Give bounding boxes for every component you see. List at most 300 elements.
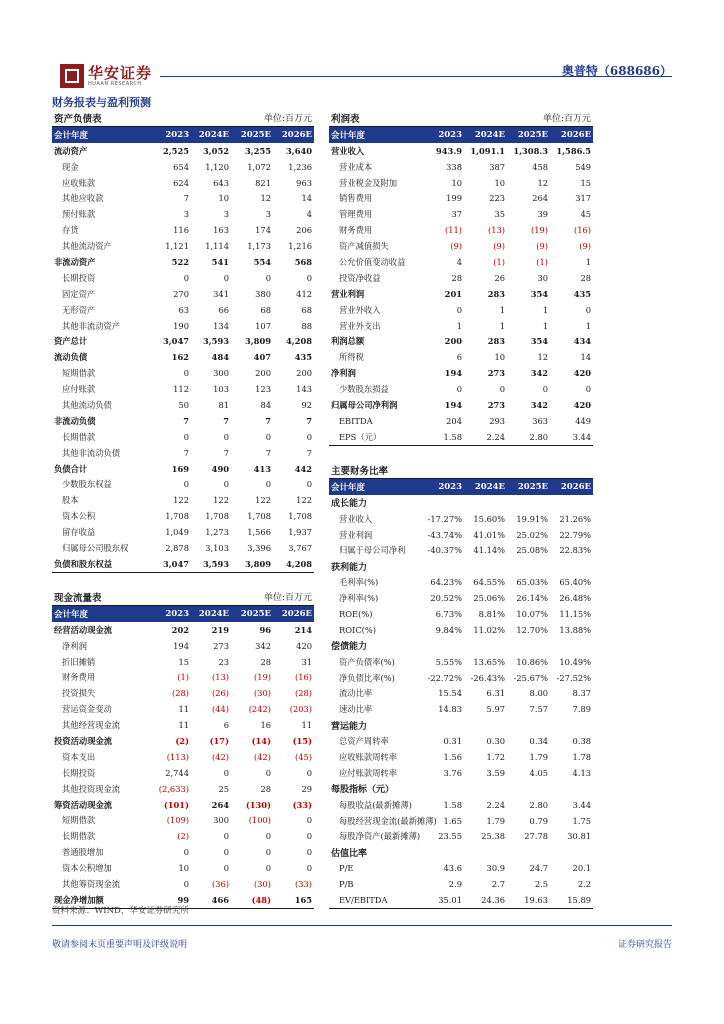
table-row xyxy=(52,333,314,349)
year-header-cell: 2024E xyxy=(191,126,231,142)
row-label: 短期借款 xyxy=(62,815,96,826)
row-value: 25.38 xyxy=(481,831,506,842)
row-value: 45 xyxy=(580,209,592,220)
row-value: 270 xyxy=(173,288,189,299)
row-label: 资本公积增加 xyxy=(62,863,112,874)
row-value: 0 xyxy=(306,863,313,874)
row-label: 公允价值变动收益 xyxy=(339,256,406,267)
table-title: 主要财务比率 xyxy=(329,462,507,478)
row-label: 股本 xyxy=(62,495,79,506)
row-value: 66 xyxy=(218,304,229,315)
row-value: 88 xyxy=(301,320,313,331)
table-unit: 单位:百万元 xyxy=(507,110,593,126)
row-value: 10 xyxy=(451,177,462,188)
row-value: 363 xyxy=(532,415,549,426)
row-value: 25.08% xyxy=(516,545,549,556)
row-value xyxy=(464,781,507,797)
row-label: 归属母公司股东权 xyxy=(62,542,129,553)
row-value: 0 xyxy=(265,479,271,490)
row-value: (113) xyxy=(166,751,189,762)
table-row xyxy=(52,492,314,508)
row-value: 7 xyxy=(183,415,189,426)
row-value: (30) xyxy=(253,878,271,889)
table-title: 利润表 xyxy=(329,110,507,126)
table-row xyxy=(329,654,593,670)
row-value: 2.9 xyxy=(448,879,462,890)
year-header-label: 会计年度 xyxy=(52,605,152,621)
row-value: 143 xyxy=(296,384,313,395)
table-row xyxy=(329,749,593,765)
table-title-row xyxy=(329,462,593,478)
row-value: 84 xyxy=(260,399,271,410)
table-row xyxy=(52,238,314,254)
row-label: EBITDA xyxy=(339,415,373,426)
table-row xyxy=(329,286,593,302)
row-value: 30.9 xyxy=(486,863,506,874)
row-label: 其他应收款 xyxy=(62,193,104,204)
row-value: 30 xyxy=(537,272,549,283)
row-label: 所得税 xyxy=(339,352,364,363)
row-value: 338 xyxy=(446,161,462,172)
row-value: (9) xyxy=(579,241,592,252)
year-header-label: 会计年度 xyxy=(329,478,421,494)
table-row xyxy=(329,222,593,238)
row-label: 现金 xyxy=(62,161,79,172)
row-value: 122 xyxy=(296,495,313,506)
table-row xyxy=(329,318,593,334)
row-label: 资本公积 xyxy=(62,511,96,522)
row-value: 490 xyxy=(211,463,229,474)
row-value: 1.65 xyxy=(443,815,462,826)
row-value: 1,091.1 xyxy=(470,145,506,156)
row-value: (13) xyxy=(211,672,229,683)
row-value: 1,114 xyxy=(205,241,229,252)
row-value: 317 xyxy=(575,193,592,204)
row-label: 其他非流动负债 xyxy=(62,447,121,458)
row-value: 25 xyxy=(218,783,229,794)
row-value: 123 xyxy=(255,384,271,395)
row-value: 11 xyxy=(301,720,313,731)
row-value: (130) xyxy=(245,799,271,810)
year-header-cell: 2026E xyxy=(550,126,593,142)
row-value: 2,744 xyxy=(165,767,189,778)
row-value xyxy=(507,781,550,797)
table-row xyxy=(329,670,593,686)
cash-flow-table xyxy=(52,589,314,909)
row-label: 负债和股东权益 xyxy=(52,556,152,572)
row-value: 342 xyxy=(530,368,549,379)
row-value: 0 xyxy=(306,847,313,858)
row-value: 264 xyxy=(532,193,549,204)
row-value: 190 xyxy=(173,320,189,331)
table-row xyxy=(329,701,593,717)
table-row xyxy=(329,542,593,558)
row-label: 归属于母公司净利 xyxy=(339,545,406,556)
row-value: 341 xyxy=(213,288,229,299)
table-row xyxy=(329,606,593,622)
table-row xyxy=(52,365,314,381)
row-value: 3.59 xyxy=(486,767,506,778)
row-value: 1,273 xyxy=(205,527,229,538)
row-label: 估值比率 xyxy=(331,848,368,859)
row-value: 264 xyxy=(211,799,229,810)
row-value: 0 xyxy=(223,847,229,858)
row-value: 458 xyxy=(532,161,549,172)
row-value: 0 xyxy=(585,304,592,315)
table-row xyxy=(52,701,314,717)
row-value: 81 xyxy=(218,399,229,410)
row-value: (2,633) xyxy=(158,783,189,794)
row-value xyxy=(550,638,593,654)
year-header-row xyxy=(52,126,314,142)
row-value: 568 xyxy=(294,256,313,267)
row-label: 其他流动资产 xyxy=(62,241,112,252)
table-row xyxy=(52,397,314,413)
row-label: 普通股增加 xyxy=(62,847,104,858)
row-value: 200 xyxy=(296,368,313,379)
row-label: 应付账款 xyxy=(62,384,96,395)
row-value: (9) xyxy=(450,241,462,252)
row-label: 每股净资产(最新摊薄) xyxy=(339,831,421,842)
row-value: -26.43% xyxy=(470,672,506,683)
row-value: 300 xyxy=(213,368,229,379)
row-value: 22.79% xyxy=(559,529,592,540)
row-value: 1 xyxy=(542,320,549,331)
table-row xyxy=(329,781,593,797)
row-value: 19.91% xyxy=(516,513,549,524)
row-value: -27.52% xyxy=(556,672,592,683)
row-value: 14 xyxy=(580,352,592,363)
row-value: 65.40% xyxy=(559,577,592,588)
row-value: 15.54 xyxy=(438,688,462,699)
row-value: 15.60% xyxy=(473,513,506,524)
row-value: (1) xyxy=(536,256,549,267)
row-value: 11 xyxy=(178,704,189,715)
row-value: 20.52% xyxy=(430,593,462,604)
row-value: 14 xyxy=(301,193,313,204)
row-label: 投资活动现金流 xyxy=(54,735,113,746)
table-row xyxy=(329,365,593,381)
row-value: 549 xyxy=(575,161,592,172)
row-label: 财务费用 xyxy=(339,225,373,236)
row-value: 8.81% xyxy=(478,608,506,619)
table-row xyxy=(52,302,314,318)
row-label: 无形资产 xyxy=(62,304,96,315)
row-value: 2.2 xyxy=(577,879,592,890)
year-header-cell: 2025E xyxy=(507,126,550,142)
row-value: 25.06% xyxy=(473,593,506,604)
row-label: 总资产周转率 xyxy=(339,736,389,747)
row-value: 165 xyxy=(273,892,314,908)
row-value: 0 xyxy=(306,831,313,842)
company-logo xyxy=(60,62,160,92)
row-value: 28 xyxy=(260,783,271,794)
row-label: 非流动资产 xyxy=(54,256,96,267)
row-value: 7 xyxy=(306,447,313,458)
row-value: (42) xyxy=(211,751,229,762)
row-value: 1 xyxy=(499,304,506,315)
row-value: (101) xyxy=(163,799,189,810)
table-row xyxy=(329,238,593,254)
row-value: 3.44 xyxy=(572,799,592,810)
row-value: 204 xyxy=(446,415,462,426)
row-value: 1 xyxy=(585,320,592,331)
row-label: P/B xyxy=(339,879,354,890)
row-value xyxy=(507,638,550,654)
row-value: 821 xyxy=(255,177,271,188)
row-value: (2) xyxy=(177,831,189,842)
row-value: 219 xyxy=(211,624,229,635)
row-value: 3,767 xyxy=(288,542,313,553)
table-row xyxy=(52,622,314,638)
row-label: 资产负债率(%) xyxy=(339,656,395,667)
row-value: 1.79 xyxy=(529,751,549,762)
row-value: 112 xyxy=(173,384,189,395)
balance-sheet-table xyxy=(52,110,314,573)
table-row xyxy=(52,765,314,781)
row-value: (28) xyxy=(294,688,313,699)
row-value xyxy=(550,558,593,574)
row-value: (2) xyxy=(175,735,189,746)
row-value: 107 xyxy=(255,320,271,331)
row-value: 1.79 xyxy=(486,815,506,826)
row-label: 其他流动负债 xyxy=(62,399,112,410)
row-label: 投资净收益 xyxy=(339,272,381,283)
logo-text: 华安证券 xyxy=(88,64,153,82)
table-row xyxy=(329,638,593,654)
table-row xyxy=(52,685,314,701)
table-row xyxy=(329,159,593,175)
table-row xyxy=(52,733,314,749)
row-value: 1 xyxy=(499,320,506,331)
table-row xyxy=(52,190,314,206)
row-value: (19) xyxy=(530,225,549,236)
row-value: 3,103 xyxy=(205,542,229,553)
row-value: 6 xyxy=(223,720,229,731)
row-value: 1,120 xyxy=(205,161,229,172)
row-value: 643 xyxy=(213,177,229,188)
row-value: 64.55% xyxy=(473,577,506,588)
row-value: 283 xyxy=(487,288,506,299)
row-value xyxy=(550,717,593,733)
row-value: 37 xyxy=(451,209,462,220)
table-row xyxy=(329,527,593,543)
footer-disclaimer: 敬请参阅末页重要声明及评级说明 xyxy=(52,940,188,950)
row-value: -22.72% xyxy=(427,672,462,683)
year-header-cell: 2024E xyxy=(191,605,231,621)
table-row xyxy=(329,333,593,349)
row-label: 营业外支出 xyxy=(339,320,381,331)
row-value: 194 xyxy=(444,399,462,410)
row-label: 净利润 xyxy=(62,640,87,651)
row-label: 营业利润 xyxy=(339,529,373,540)
row-label: 长期借款 xyxy=(62,831,96,842)
row-value: 26 xyxy=(494,272,506,283)
row-value: (109) xyxy=(166,815,189,826)
row-value: 23.55 xyxy=(438,831,462,842)
row-value: 3.76 xyxy=(443,767,462,778)
table-row xyxy=(52,286,314,302)
row-value: 0 xyxy=(265,272,271,283)
row-value: (100) xyxy=(248,815,271,826)
year-header-cell: 2025E xyxy=(231,605,273,621)
row-value: 342 xyxy=(530,399,549,410)
row-value xyxy=(550,781,593,797)
row-value: 194 xyxy=(444,368,462,379)
row-label: 经营活动现金流 xyxy=(54,624,113,635)
row-value: 201 xyxy=(444,288,462,299)
row-value: 0 xyxy=(183,479,189,490)
row-value: 31 xyxy=(301,656,313,667)
table-row xyxy=(329,892,593,908)
row-label: ROE(%) xyxy=(339,608,373,619)
year-header-cell: 2024E xyxy=(464,478,507,494)
row-value: 3.44 xyxy=(550,429,593,445)
row-value: 28 xyxy=(451,272,462,283)
table-row xyxy=(329,813,593,829)
row-value: 943.9 xyxy=(436,145,462,156)
row-value: (11) xyxy=(444,225,462,236)
row-label: 流动资产 xyxy=(54,145,88,156)
row-value: 1,049 xyxy=(165,527,189,538)
row-value: 5.55% xyxy=(435,656,462,667)
row-value: 28 xyxy=(580,272,592,283)
row-value: 14.83 xyxy=(438,704,462,715)
row-value: 6.31 xyxy=(486,688,506,699)
row-value: 3,047 xyxy=(152,556,191,572)
row-value: 420 xyxy=(296,640,313,651)
row-label: 其他投资现金流 xyxy=(62,783,121,794)
row-value: 22.83% xyxy=(559,545,592,556)
table-title-row xyxy=(329,110,593,126)
table-row xyxy=(52,556,314,572)
row-value: 206 xyxy=(296,225,313,236)
data-source-note: 资料来源：WIND，华安证券研究所 xyxy=(52,906,189,916)
row-label: 营业利润 xyxy=(331,288,365,299)
row-label: 长期借款 xyxy=(62,431,96,442)
row-value: 0 xyxy=(306,431,313,442)
row-value: (44) xyxy=(211,704,229,715)
row-value: (203) xyxy=(289,704,313,715)
row-value: 0 xyxy=(499,384,506,395)
row-value: 0 xyxy=(306,479,313,490)
table-row xyxy=(329,397,593,413)
row-value: (28) xyxy=(171,688,189,699)
row-label: 毛利率(%) xyxy=(339,577,379,588)
row-value: 122 xyxy=(173,495,189,506)
row-value: 0 xyxy=(183,272,189,283)
row-value: (14) xyxy=(251,735,271,746)
row-value: 35 xyxy=(494,209,506,220)
row-value: 15 xyxy=(178,656,189,667)
row-value: 12 xyxy=(260,193,271,204)
row-value: 2,525 xyxy=(163,145,189,156)
row-value: 68 xyxy=(301,304,313,315)
row-value xyxy=(550,495,593,511)
row-value: 1.72 xyxy=(486,751,506,762)
row-value: 283 xyxy=(487,336,506,347)
row-value: 24.36 xyxy=(464,892,507,908)
row-value: 3,396 xyxy=(247,542,271,553)
row-value: 4,208 xyxy=(273,556,314,572)
row-value: 7 xyxy=(265,447,271,458)
financial-ratio-table xyxy=(329,462,593,909)
row-label: 长期投资 xyxy=(62,272,96,283)
row-label: 净负债比率(%) xyxy=(339,672,395,683)
row-value: 1.56 xyxy=(443,751,462,762)
row-label: 销售费用 xyxy=(339,193,373,204)
table-row xyxy=(329,429,593,445)
logo-subtext: HUAAN RESEARCH xyxy=(88,81,142,87)
row-value: 0.38 xyxy=(572,736,592,747)
table-row xyxy=(52,381,314,397)
row-value: (33) xyxy=(294,878,313,889)
table-row xyxy=(52,159,314,175)
row-value: 1.58 xyxy=(421,429,464,445)
row-value: 1,586.5 xyxy=(556,145,592,156)
row-value: (42) xyxy=(253,751,271,762)
year-header-label: 会计年度 xyxy=(52,126,152,142)
table-row xyxy=(52,828,314,844)
table-row xyxy=(329,302,593,318)
row-value: 3,640 xyxy=(286,145,313,156)
row-value: 200 xyxy=(255,368,271,379)
year-header-row xyxy=(329,478,593,494)
row-value: 4 xyxy=(306,209,313,220)
row-value: 3 xyxy=(265,209,271,220)
row-value: 354 xyxy=(530,288,549,299)
row-label: 流动负债 xyxy=(54,352,88,363)
row-label: 现金净增加额 xyxy=(52,892,152,908)
row-label: 固定资产 xyxy=(62,288,96,299)
row-value: 0 xyxy=(223,272,229,283)
row-value: 103 xyxy=(213,384,229,395)
row-label: 其他筹资现金流 xyxy=(62,878,121,889)
row-value xyxy=(507,717,550,733)
row-value: 442 xyxy=(294,463,313,474)
row-value: 10.49% xyxy=(559,656,592,667)
row-value: 654 xyxy=(173,161,189,172)
row-value: 63 xyxy=(178,304,189,315)
row-label: 筹资活动现金流 xyxy=(54,799,113,810)
table-row xyxy=(52,749,314,765)
row-value: 41.01% xyxy=(473,529,506,540)
row-label: 少数股东损益 xyxy=(339,384,389,395)
row-value: 412 xyxy=(296,288,313,299)
table-row xyxy=(329,175,593,191)
table-row xyxy=(52,860,314,876)
table-row xyxy=(52,206,314,222)
row-value: 7 xyxy=(223,415,229,426)
row-value: 1,708 xyxy=(165,511,189,522)
row-label: 应付账款周转率 xyxy=(339,767,398,778)
footer-report-type: 证券研究报告 xyxy=(617,940,672,950)
row-value: -43.74% xyxy=(427,529,462,540)
row-value: -40.37% xyxy=(427,545,462,556)
table-row xyxy=(329,381,593,397)
row-value: 554 xyxy=(253,256,271,267)
row-value: (16) xyxy=(294,672,313,683)
year-header-cell: 2024E xyxy=(464,126,507,142)
row-value: 3,593 xyxy=(203,336,229,347)
row-value: 0.31 xyxy=(443,736,462,747)
row-label: 每股收益(最新摊薄) xyxy=(339,799,412,810)
row-value: 413 xyxy=(253,463,271,474)
row-value: 0 xyxy=(306,767,313,778)
row-label: 营业外收入 xyxy=(339,304,381,315)
row-label: 存货 xyxy=(62,225,79,236)
table-row xyxy=(329,765,593,781)
